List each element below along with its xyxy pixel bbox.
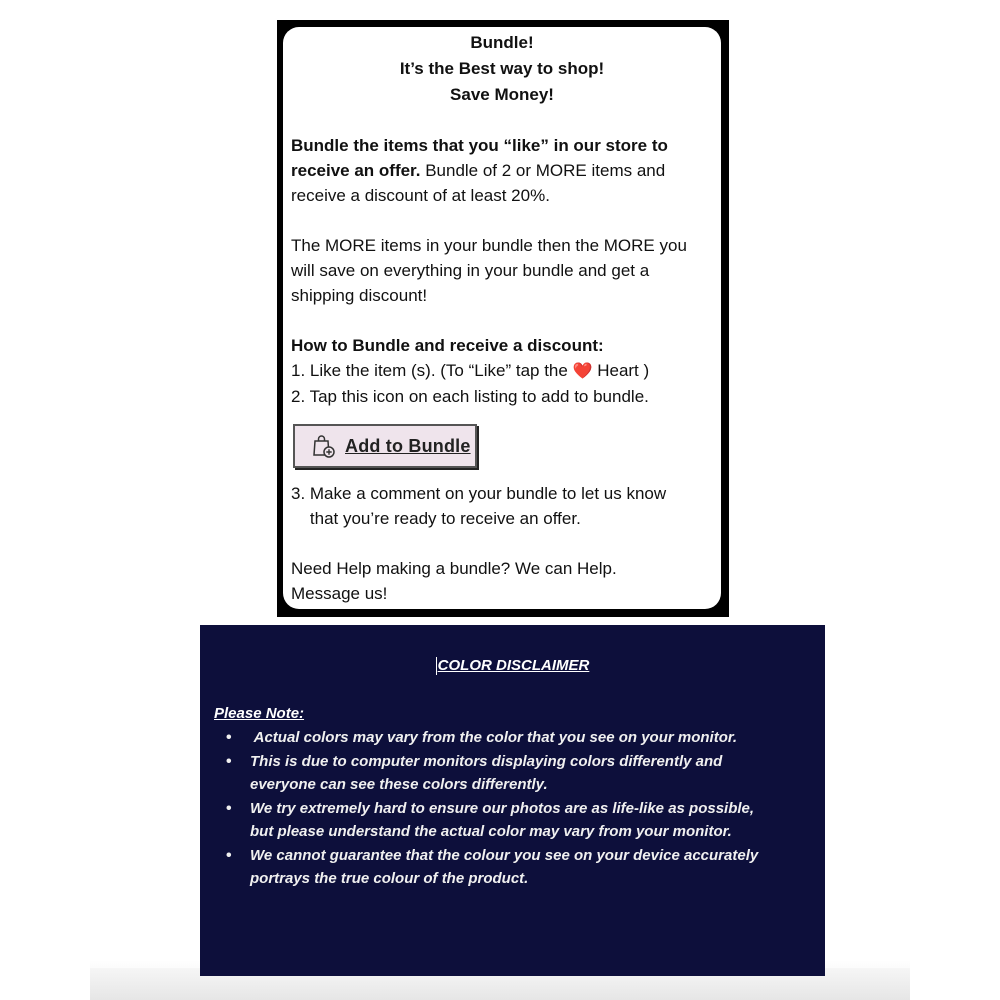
color-disclaimer-panel xyxy=(200,625,825,976)
bullet-icon: • xyxy=(226,752,232,770)
list-item xyxy=(222,750,822,797)
disclaimer-item-1-line-1: Actual colors may vary from the color that you see on your monitor. xyxy=(250,729,738,746)
step-3-line-1: 3. Make a comment on your bundle to let us know xyxy=(291,484,667,503)
disclaimer-item-3-line-2: but please understand the actual color may vary from your monitor. xyxy=(250,823,732,840)
step-1 xyxy=(291,358,721,384)
bullet-icon: • xyxy=(226,729,232,746)
bullet-icon: • xyxy=(226,846,232,864)
list-item xyxy=(222,844,822,891)
headline-line-1: Bundle! xyxy=(470,33,534,52)
disclaimer-item-2-line-2: everyone can see these colors differently. xyxy=(250,776,548,793)
add-to-bundle-label: Add to Bundle xyxy=(345,435,471,456)
disclaimer-item-4-line-1: We cannot guarantee that the colour you see on your device accurately xyxy=(250,846,759,864)
list-item xyxy=(222,797,822,844)
headline-line-2: It’s the Best way to shop! xyxy=(399,59,605,78)
intro-line-3: receive a discount of at least 20%. xyxy=(291,186,550,205)
step-1-text: 1. Like the item (s). (To “Like” tap the xyxy=(291,361,573,380)
disclaimer-title-text: COLOR DISCLAIMER xyxy=(437,657,590,674)
list-item xyxy=(222,726,822,750)
headline-line-3: Save Money! xyxy=(450,85,554,104)
more-line-3: shipping discount! xyxy=(291,286,428,305)
right-margin xyxy=(910,0,1000,1000)
more-line-2: will save on everything in your bundle and get a xyxy=(291,261,650,280)
more-paragraph xyxy=(291,233,721,308)
bundle-info-card xyxy=(283,27,721,609)
help-paragraph xyxy=(291,556,721,606)
step-3 xyxy=(291,481,721,531)
bundle-info-frame xyxy=(277,20,729,617)
intro-line-2-bold: receive an offer. xyxy=(291,161,421,180)
disclaimer-item-2-line-1: This is due to computer monitors displaying colors differently and xyxy=(250,752,723,770)
disclaimer-list xyxy=(222,726,822,891)
intro-paragraph xyxy=(291,133,721,208)
how-to-heading: How to Bundle and receive a discount: xyxy=(291,336,604,355)
disclaimer-item-3-line-1: We try extremely hard to ensure our photos are as life-like as possible, xyxy=(250,799,755,817)
text-cursor xyxy=(436,657,437,675)
heart-icon: ❤️ xyxy=(572,363,593,380)
shopping-bag-plus-icon xyxy=(311,433,337,459)
help-line-1: Need Help making a bundle? We can Help. xyxy=(291,559,617,578)
disclaimer-title xyxy=(200,657,825,675)
bullet-icon: • xyxy=(226,799,232,817)
bundle-headline xyxy=(283,30,721,108)
step-3-line-2: that you’re ready to receive an offer. xyxy=(291,509,581,528)
add-to-bundle-button[interactable] xyxy=(293,424,477,468)
more-line-1: The MORE items in your bundle then the MORE you xyxy=(291,236,687,255)
intro-line-1: Bundle the items that you “like” in our store to xyxy=(291,136,668,155)
please-note-label: Please Note: xyxy=(214,705,305,722)
disclaimer-item-4-line-2: portrays the true colour of the product. xyxy=(250,870,529,887)
step-2: 2. Tap this icon on each listing to add to bundle. xyxy=(291,387,649,406)
intro-line-2-rest: Bundle of 2 or MORE items and xyxy=(420,161,666,180)
steps-list xyxy=(291,358,721,409)
help-line-2: Message us! xyxy=(291,584,388,603)
intro-line-2 xyxy=(291,158,721,183)
step-1-text-end: Heart ) xyxy=(592,361,650,380)
left-margin xyxy=(0,0,90,1000)
